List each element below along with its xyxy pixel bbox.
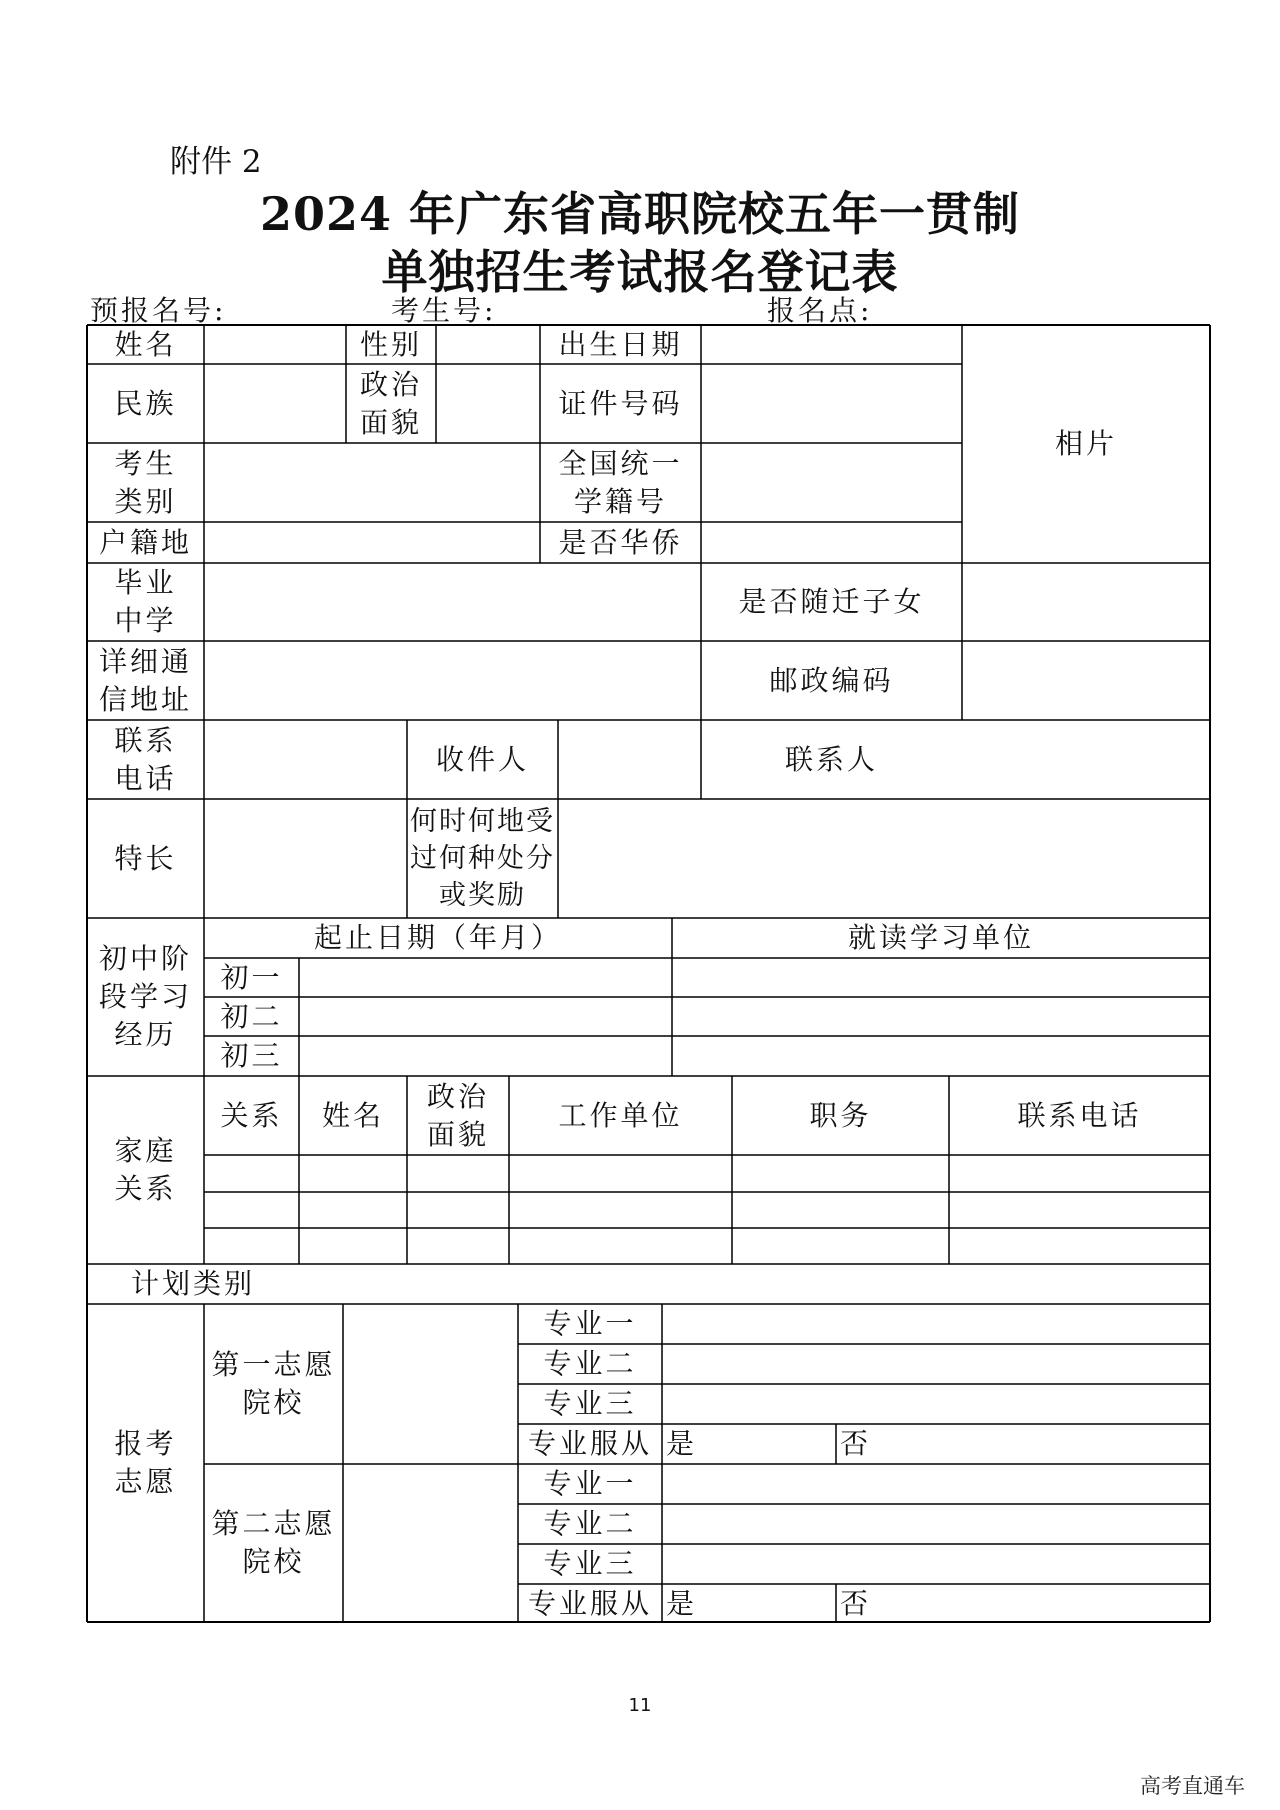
mailing-address-label: 详细通 信地址 <box>98 644 192 716</box>
study-history-label: 初中阶 段学习 经历 <box>98 942 192 1051</box>
family-political-header: 政治 面貌 <box>426 1079 489 1151</box>
major-label: 专业三 <box>543 1387 637 1420</box>
form-title-line2: 单独招生考试报名登记表 <box>381 245 899 299</box>
postcode-label: 邮政编码 <box>769 663 894 697</box>
relation-header: 关系 <box>220 1098 283 1132</box>
application-choices-label: 报考 志愿 <box>114 1427 177 1498</box>
family-phone-header: 联系电话 <box>1017 1098 1142 1132</box>
contact-person-label: 联系人 <box>784 742 878 776</box>
work-unit-header: 工作单位 <box>558 1098 683 1132</box>
obedience-yes-option: 是 <box>666 1427 698 1460</box>
form-title-line1: 2024 年广东省高职院校五年一贯制 <box>259 187 1021 241</box>
birth-date-label: 出生日期 <box>558 327 683 361</box>
major-label: 专业三 <box>543 1547 637 1580</box>
attachment-label: 附件 2 <box>170 144 262 180</box>
graduated-middle-school-label: 毕业 中学 <box>114 566 177 637</box>
plan-category-label: 计划类别 <box>130 1267 255 1300</box>
major-label: 专业二 <box>543 1347 637 1380</box>
id-number-label: 证件号码 <box>558 386 683 420</box>
migrant-child-label: 是否随迁子女 <box>738 585 925 618</box>
school-unit-header: 就读学习单位 <box>847 921 1034 954</box>
specialty-label: 特长 <box>114 841 177 875</box>
major-label: 专业一 <box>543 1467 637 1500</box>
major-obedience-label: 专业服从 <box>527 1587 652 1620</box>
registration-site-label: 报名点: <box>767 294 873 327</box>
punishment-reward-label: 何时何地受 过何种处分 或奖励 <box>410 806 555 911</box>
major-label: 专业二 <box>543 1507 637 1540</box>
name-label: 姓名 <box>114 327 177 361</box>
watermark: 高考直通车 <box>1140 1774 1245 1798</box>
family-relations-label: 家庭 关系 <box>114 1134 177 1205</box>
obedience-no-option: 否 <box>840 1587 872 1620</box>
candidate-category-label: 考生 类别 <box>114 446 177 518</box>
gender-label: 性别 <box>359 327 422 361</box>
obedience-no-option: 否 <box>840 1427 872 1460</box>
pre-registration-no-label: 预报名号: <box>90 294 227 327</box>
photo-label: 相片 <box>1054 427 1117 460</box>
first-choice-college-label: 第一志愿 院校 <box>211 1348 336 1419</box>
period-header: 起止日期（年月） <box>313 921 562 954</box>
grade-label: 初二 <box>220 999 283 1033</box>
family-name-header: 姓名 <box>321 1098 384 1132</box>
ethnic-label: 民族 <box>114 386 177 420</box>
recipient-label: 收件人 <box>435 742 529 776</box>
obedience-yes-option: 是 <box>666 1587 698 1620</box>
position-header: 职务 <box>809 1098 872 1132</box>
major-obedience-label: 专业服从 <box>527 1427 652 1460</box>
political-status-label: 政治 面貌 <box>359 367 422 439</box>
overseas-chinese-label: 是否华侨 <box>558 525 683 559</box>
grade-label: 初一 <box>220 960 283 994</box>
page-number: 11 <box>628 1695 652 1716</box>
exam-no-label: 考生号: <box>391 294 497 327</box>
phone-label: 联系 电话 <box>114 723 177 795</box>
grade-label: 初三 <box>220 1039 283 1073</box>
student-registration-no-label: 全国统一 学籍号 <box>558 446 683 518</box>
major-label: 专业一 <box>543 1307 637 1340</box>
household-registration-label: 户籍地 <box>98 525 192 559</box>
second-choice-college-label: 第二志愿 院校 <box>211 1507 336 1578</box>
